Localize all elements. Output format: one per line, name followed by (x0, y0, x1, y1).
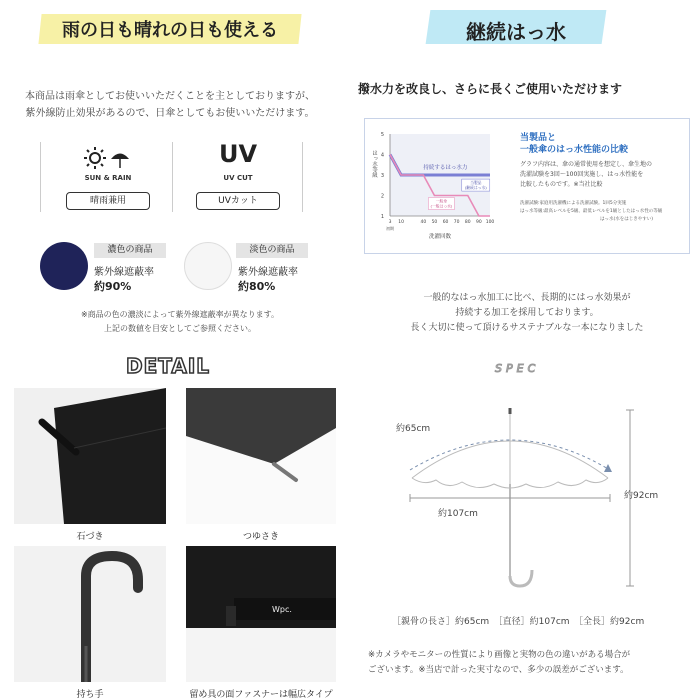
body-line-3: 長く大切に使って頂けるサステナブルな一本になりました (410, 323, 644, 333)
chart-x-tick-label: 100 (485, 220, 495, 225)
sun-rain-icon (82, 146, 132, 170)
caption-fastener: 留め具の面ファスナーは幅広タイプ (189, 690, 333, 700)
uv-title: UV (218, 140, 258, 168)
intro-line-2: 紫外線防止効果があるので、日傘としてもお使いいただけます。 (25, 108, 315, 119)
chart-x-tick-label: 50 (431, 220, 438, 225)
chart-y-tick-label: 3 (380, 173, 384, 179)
chart-desc-1: グラフ内容は、傘の通常使用を想定し、傘生地の (520, 161, 653, 168)
chart-fine-3: はっ水(水をはじきやすい) (600, 217, 654, 222)
foot-line-2: ございます。※当店で計った実寸なので、多少の誤差がございます。 (368, 665, 629, 675)
chart-title-2: 一般傘のはっ水性能の比較 (520, 145, 629, 155)
sun-rain-label: SUN & RAIN (84, 174, 132, 182)
chart-x-tick-label: 60 (442, 220, 449, 225)
uv-cut-label: UV CUT (223, 174, 253, 182)
divider (40, 142, 41, 212)
caption-ferrule: 石づき (76, 532, 104, 542)
photo-fastener (186, 546, 336, 682)
dark-badge: 濃色の商品 (94, 243, 166, 258)
light-text: 紫外線遮蔽率 (238, 267, 298, 278)
light-color-swatch (184, 242, 232, 290)
chart-x-label: 洗濯回数 (428, 234, 452, 240)
body-line-1: 一般的なはっ水加工に比べ、長期的にはっ水効果が (423, 293, 631, 303)
chart-y-tick-label: 4 (380, 152, 384, 159)
chart-x-tick-label: 3 (388, 220, 392, 225)
chart-x-tick-label: 10 (398, 220, 404, 225)
body-line-2: 持続する加工を採用しております。 (455, 308, 599, 318)
chart-title-1: 当製品と (520, 133, 557, 143)
dim-rib: 約65cm (396, 424, 431, 434)
chart-fine-1: 洗濯試験:家庭用洗濯機による洗濯試験。1回5分実施 (520, 201, 627, 206)
chart-fine-2: はっ水等級:最高レベルを5級、最低レベルを1級としたはっ水性の等級 (520, 209, 663, 214)
chart-x-extra-label: 初期 (386, 226, 394, 231)
detail-heading: DETAIL (126, 354, 211, 378)
light-value: 約80% (238, 280, 276, 293)
spec-heading: SPEC (495, 362, 540, 375)
dark-text: 紫外線遮蔽率 (94, 267, 154, 278)
chart-y-tick-label: 1 (380, 214, 384, 220)
chart-desc-3: 比較したものです。※当社比較 (520, 181, 603, 188)
chart-series-label: (一般はっ水) (430, 203, 453, 209)
caption-tip: つゆさき (242, 532, 279, 542)
photo-tip (186, 388, 336, 524)
sun-rain-pill: 晴雨兼用 (66, 192, 150, 210)
note-line-1: ※商品の色の濃淡によって紫外線遮蔽率が異なります。 (80, 310, 280, 319)
chart-series-label: (継続はっ水) (464, 185, 487, 191)
caption-handle: 持ち手 (76, 690, 104, 700)
dim-total: 約92cm (624, 491, 659, 501)
chart-y-label: はっ水等級 (371, 150, 377, 178)
spec-summary: ［親骨の長さ］約65cm ［直径］約107cm ［全長］約92cm (392, 617, 645, 627)
uv-cut-pill: UVカット (196, 192, 280, 210)
foot-line-1: ※カメラやモニターの性質により画像と実物の色の違いがある場合が (368, 650, 631, 660)
intro-line-1: 本商品は雨傘としてお使いいただくことを主としておりますが、 (25, 91, 315, 102)
chart-x-tick-label: 90 (476, 220, 482, 225)
dark-value: 約90% (94, 280, 132, 293)
chart-x-tick-label: 40 (420, 220, 427, 225)
photo-ferrule (14, 388, 166, 524)
chart-x-tick-label: 80 (464, 220, 471, 225)
right-subheading: 撥水力を改良し、さらに長くご使用いただけます (358, 82, 623, 96)
divider (172, 142, 173, 212)
dim-diameter: 約107cm (438, 509, 478, 519)
right-heading: 継続はっ水 (466, 20, 566, 44)
photo-handle (14, 546, 166, 682)
chart-series-label: 一般傘 (435, 198, 448, 204)
chart-series-label: 当製品 (470, 180, 482, 186)
dark-color-swatch (40, 242, 88, 290)
chart-x-tick-label: 70 (453, 220, 460, 225)
chart-series-label: 持続するはっ水力 (423, 164, 468, 171)
chart-desc-2: 洗濯試験を3回～100回実施し、はっ水性能を (520, 171, 644, 178)
light-badge: 淡色の商品 (236, 243, 308, 258)
fastener-tag-brand: Wpc. (272, 605, 292, 614)
chart-y-tick-label: 2 (380, 193, 384, 200)
note-line-2: 上記の数値を目安としてご参照ください。 (104, 324, 256, 333)
chart-y-tick-label: 5 (380, 132, 384, 138)
divider (302, 142, 303, 212)
left-heading: 雨の日も晴れの日も使える (62, 20, 278, 41)
